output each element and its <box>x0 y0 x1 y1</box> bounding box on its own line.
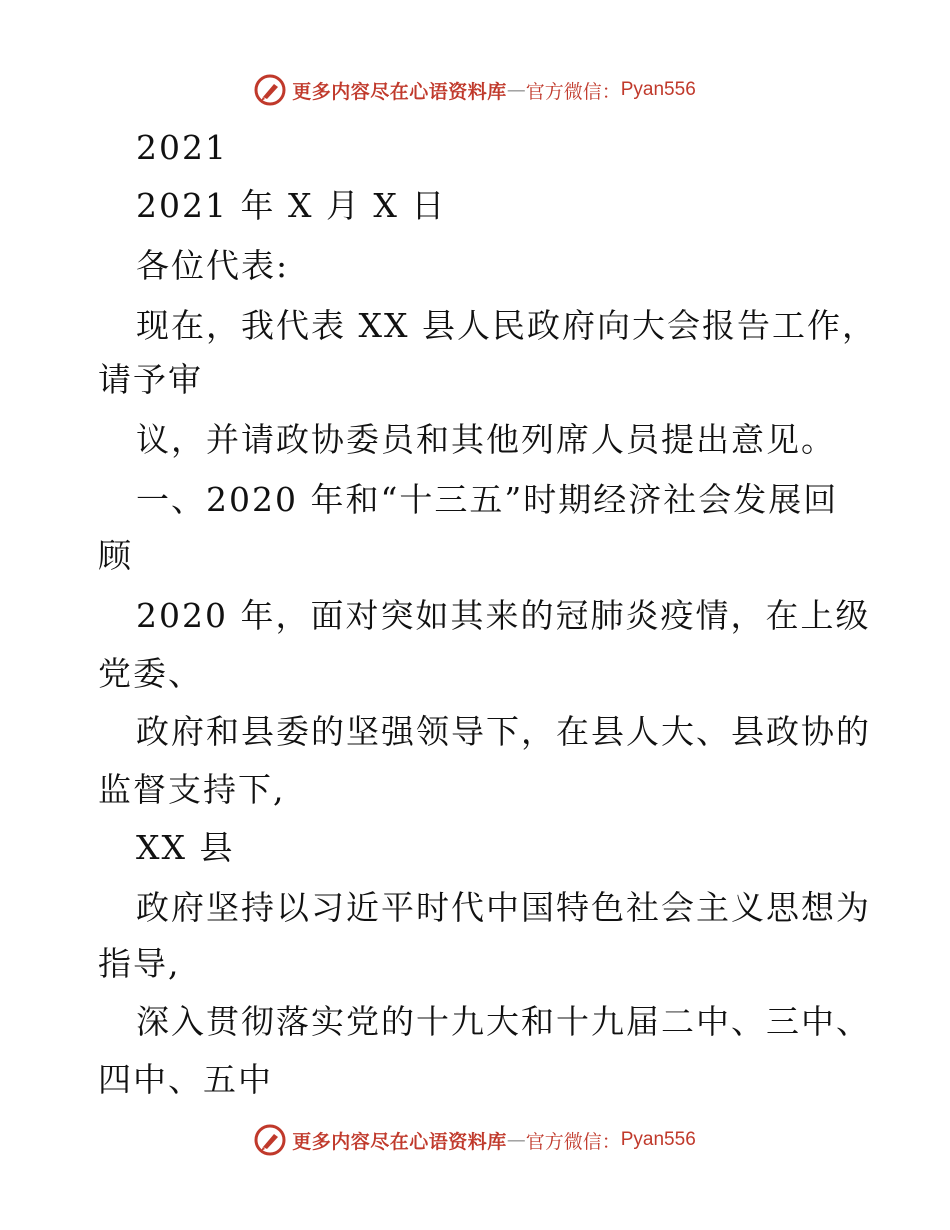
text-line: 党委、 <box>98 654 203 693</box>
banner-wechat-label: 官方微信： <box>525 1130 621 1153</box>
banner-brand: 更多内容尽在心语资料库 <box>292 80 507 103</box>
banner-wechat-id: Pyan556 <box>620 79 696 100</box>
banner-brand: 更多内容尽在心语资料库 <box>292 1130 507 1153</box>
text-line: XX 县 <box>136 828 235 867</box>
text-line: 四中、五中 <box>98 1060 273 1099</box>
text-line: 议，并请政协委员和其他列席人员提出意见。 <box>136 420 836 459</box>
text-line: 政府和县委的坚强领导下，在县人大、县政协的 <box>136 712 871 751</box>
text-line: 深入贯彻落实党的十九大和十九届二中、三中、 <box>136 1002 871 1041</box>
text-line: 2021 年 X 月 X 日 <box>136 186 447 225</box>
text-line: 顾 <box>98 536 133 575</box>
text-line: 2021 <box>136 128 228 167</box>
footer-banner <box>0 1120 950 1160</box>
pen-logo-icon <box>254 74 286 106</box>
banner-dash: — <box>506 1129 526 1151</box>
pen-logo-icon <box>254 1124 286 1156</box>
banner-dash: — <box>506 79 526 101</box>
text-line: 请予审 <box>98 360 203 399</box>
banner-wechat-label: 官方微信： <box>525 80 621 103</box>
text-line: 监督支持下, <box>98 770 286 809</box>
text-line: 一、2020 年和“十三五”时期经济社会发展回 <box>136 480 839 519</box>
text-line: 现在，我代表 XX 县人民政府向大会报告工作， <box>136 306 877 345</box>
text-line: 指导, <box>98 944 181 983</box>
header-banner <box>0 70 950 110</box>
banner-wechat-id: Pyan556 <box>620 1129 696 1150</box>
text-line: 2020 年，面对突如其来的冠肺炎疫情，在上级 <box>136 596 871 635</box>
text-line: 政府坚持以习近平时代中国特色社会主义思想为 <box>136 888 871 927</box>
text-line: 各位代表: <box>136 246 290 285</box>
